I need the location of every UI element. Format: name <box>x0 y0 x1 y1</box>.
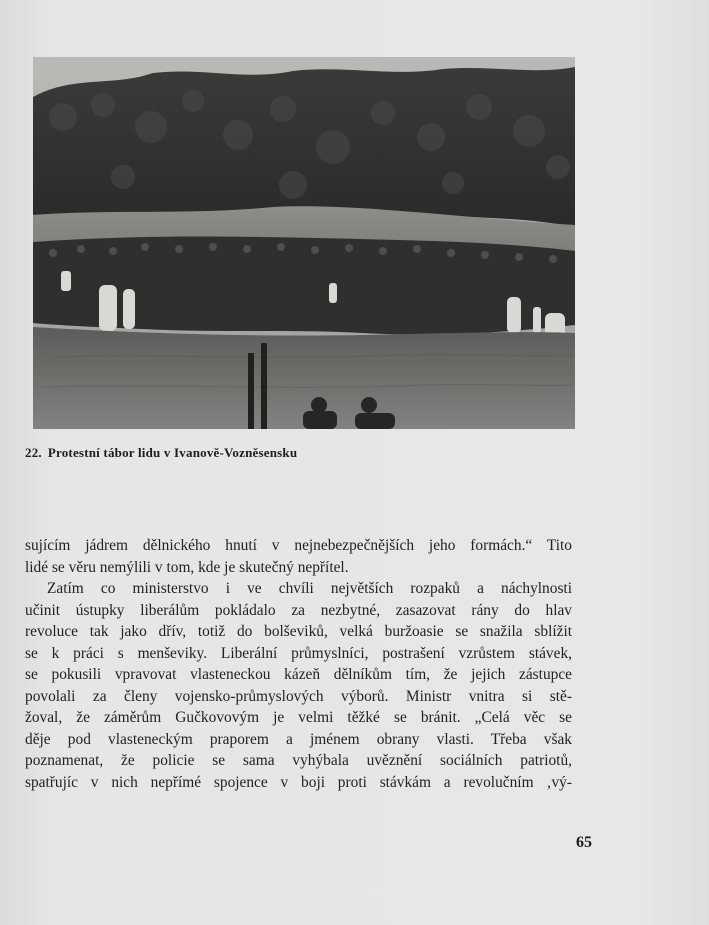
body-line: se pokusili vpravovat vlasteneckou kázeň dělníkům tím, že jejich zástupce <box>25 666 572 683</box>
body-text <box>25 535 572 793</box>
body-line: lidé se věru nemýlili v tom, kde je skutečný nepřítel. <box>25 558 349 576</box>
body-line: povolali za členy vojensko-průmyslových výborů. Ministr vnitra si stě- <box>25 687 572 705</box>
body-line: děje pod vlasteneckým praporem a jménem obrany vlasti. Třeba však <box>25 730 572 748</box>
body-line: spatřujíc v nich nepřímé spojence v boji proti stávkám a revolučním ‚vý- <box>25 773 572 791</box>
body-line: Zatím co ministerstvo i ve chvíli největších rozpaků a náchylnosti <box>47 580 572 597</box>
figure-caption <box>25 445 585 461</box>
figure-number: 22. <box>25 445 42 460</box>
body-line: žoval, že záměrům Gučkovovým je velmi těžké se bránit. „Celá věc se <box>25 709 572 726</box>
protest-photo <box>33 57 575 429</box>
body-line: učinit ústupky liberálům pokládalo za nezbytné, zasazovat rány do hlav <box>25 601 572 619</box>
page-number: 65 <box>576 834 592 851</box>
body-line: sujícím jádrem dělnického hnutí v nejnebezpečnějších jeho formách.“ Tito <box>25 537 572 554</box>
protest-photo-image <box>33 57 575 429</box>
body-line: revoluce tak jako dřív, totiž do bolševiků, velká buržoasie se snažila sblížit <box>25 623 572 640</box>
figure-caption-text: Protestní tábor lidu v Ivanově-Vozněsensku <box>47 445 298 460</box>
body-line: se k práci s menševiky. Liberální průmyslníci, postrašení vzrůstem stávek, <box>25 644 572 662</box>
body-line: poznamenat, že policie se sama vyhýbala uvěznění sociálních patriotů, <box>25 752 572 769</box>
